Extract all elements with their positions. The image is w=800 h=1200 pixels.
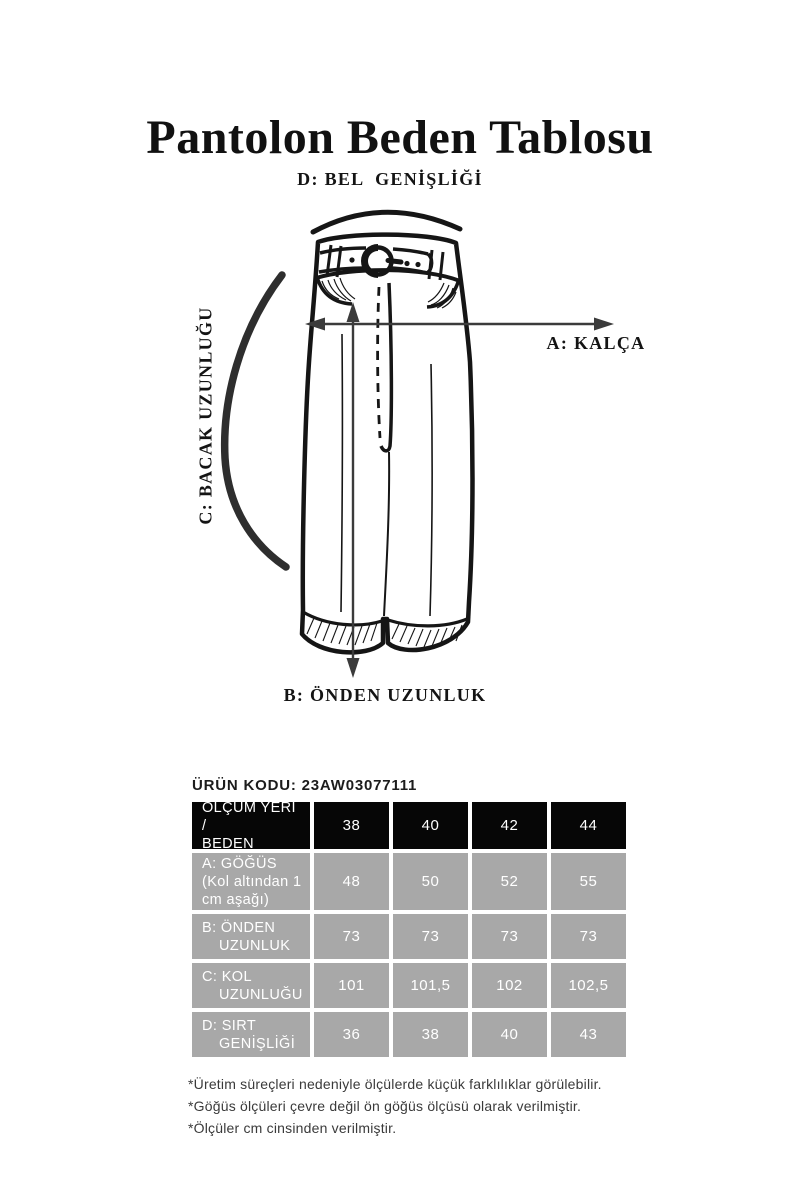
table-header-size: 42 — [472, 802, 547, 849]
waist-width-arc-icon — [313, 212, 460, 232]
footnote: *Üretim süreçleri nedeniyle ölçülerde küçük farklılıklar görülebilir. — [188, 1076, 602, 1092]
table-header-measure: ÖLÇÜM YERİ / BEDEN — [192, 802, 310, 849]
table-row-label-front-length: B: ÖNDEN UZUNLUK — [192, 914, 310, 959]
table-cell: 73 — [393, 914, 468, 959]
table-cell: 102,5 — [551, 963, 626, 1008]
footnote: *Göğüs ölçüleri çevre değil ön göğüs ölçüsü olarak verilmiştir. — [188, 1098, 582, 1114]
product-code — [192, 777, 417, 794]
table-cell: 101 — [314, 963, 389, 1008]
label-leg-length: C: BACAK UZUNLUĞU — [195, 306, 216, 525]
table-header-size: 38 — [314, 802, 389, 849]
label-waist-width: D: BEL GENİŞLİĞİ — [297, 169, 483, 189]
table-cell: 101,5 — [393, 963, 468, 1008]
table-cell: 73 — [314, 914, 389, 959]
table-row-label-chest: A: GÖĞÜS (Kol altından 1 cm aşağı) — [192, 853, 310, 910]
table-header-size: 44 — [551, 802, 626, 849]
table-cell: 36 — [314, 1012, 389, 1057]
table-cell: 50 — [393, 853, 468, 910]
leg-length-arc-icon — [225, 275, 286, 567]
table-cell: 48 — [314, 853, 389, 910]
label-front-length: B: ÖNDEN UZUNLUK — [283, 685, 487, 705]
table-cell: 43 — [551, 1012, 626, 1057]
table-header-size: 40 — [393, 802, 468, 849]
footnote: *Ölçüler cm cinsinden verilmiştir. — [188, 1120, 397, 1136]
footnotes — [188, 1073, 602, 1139]
pants-illustration — [302, 235, 473, 653]
product-code-label: ÜRÜN KODU: — [192, 777, 297, 794]
size-table — [192, 799, 626, 1057]
product-code-value: 23AW03077111 — [301, 777, 418, 794]
table-row-label-arm-length: C: KOL UZUNLUĞU — [192, 963, 310, 1008]
table-cell: 38 — [393, 1012, 468, 1057]
table-cell: 40 — [472, 1012, 547, 1057]
table-cell: 102 — [472, 963, 547, 1008]
table-cell: 73 — [551, 914, 626, 959]
table-cell: 73 — [472, 914, 547, 959]
label-hip: A: KALÇA — [546, 333, 646, 353]
page-title: Pantolon Beden Tablosu — [146, 111, 654, 165]
table-cell: 52 — [472, 853, 547, 910]
table-cell: 55 — [551, 853, 626, 910]
table-row-label-back-width: D: SIRT GENİŞLİĞİ — [192, 1012, 310, 1057]
